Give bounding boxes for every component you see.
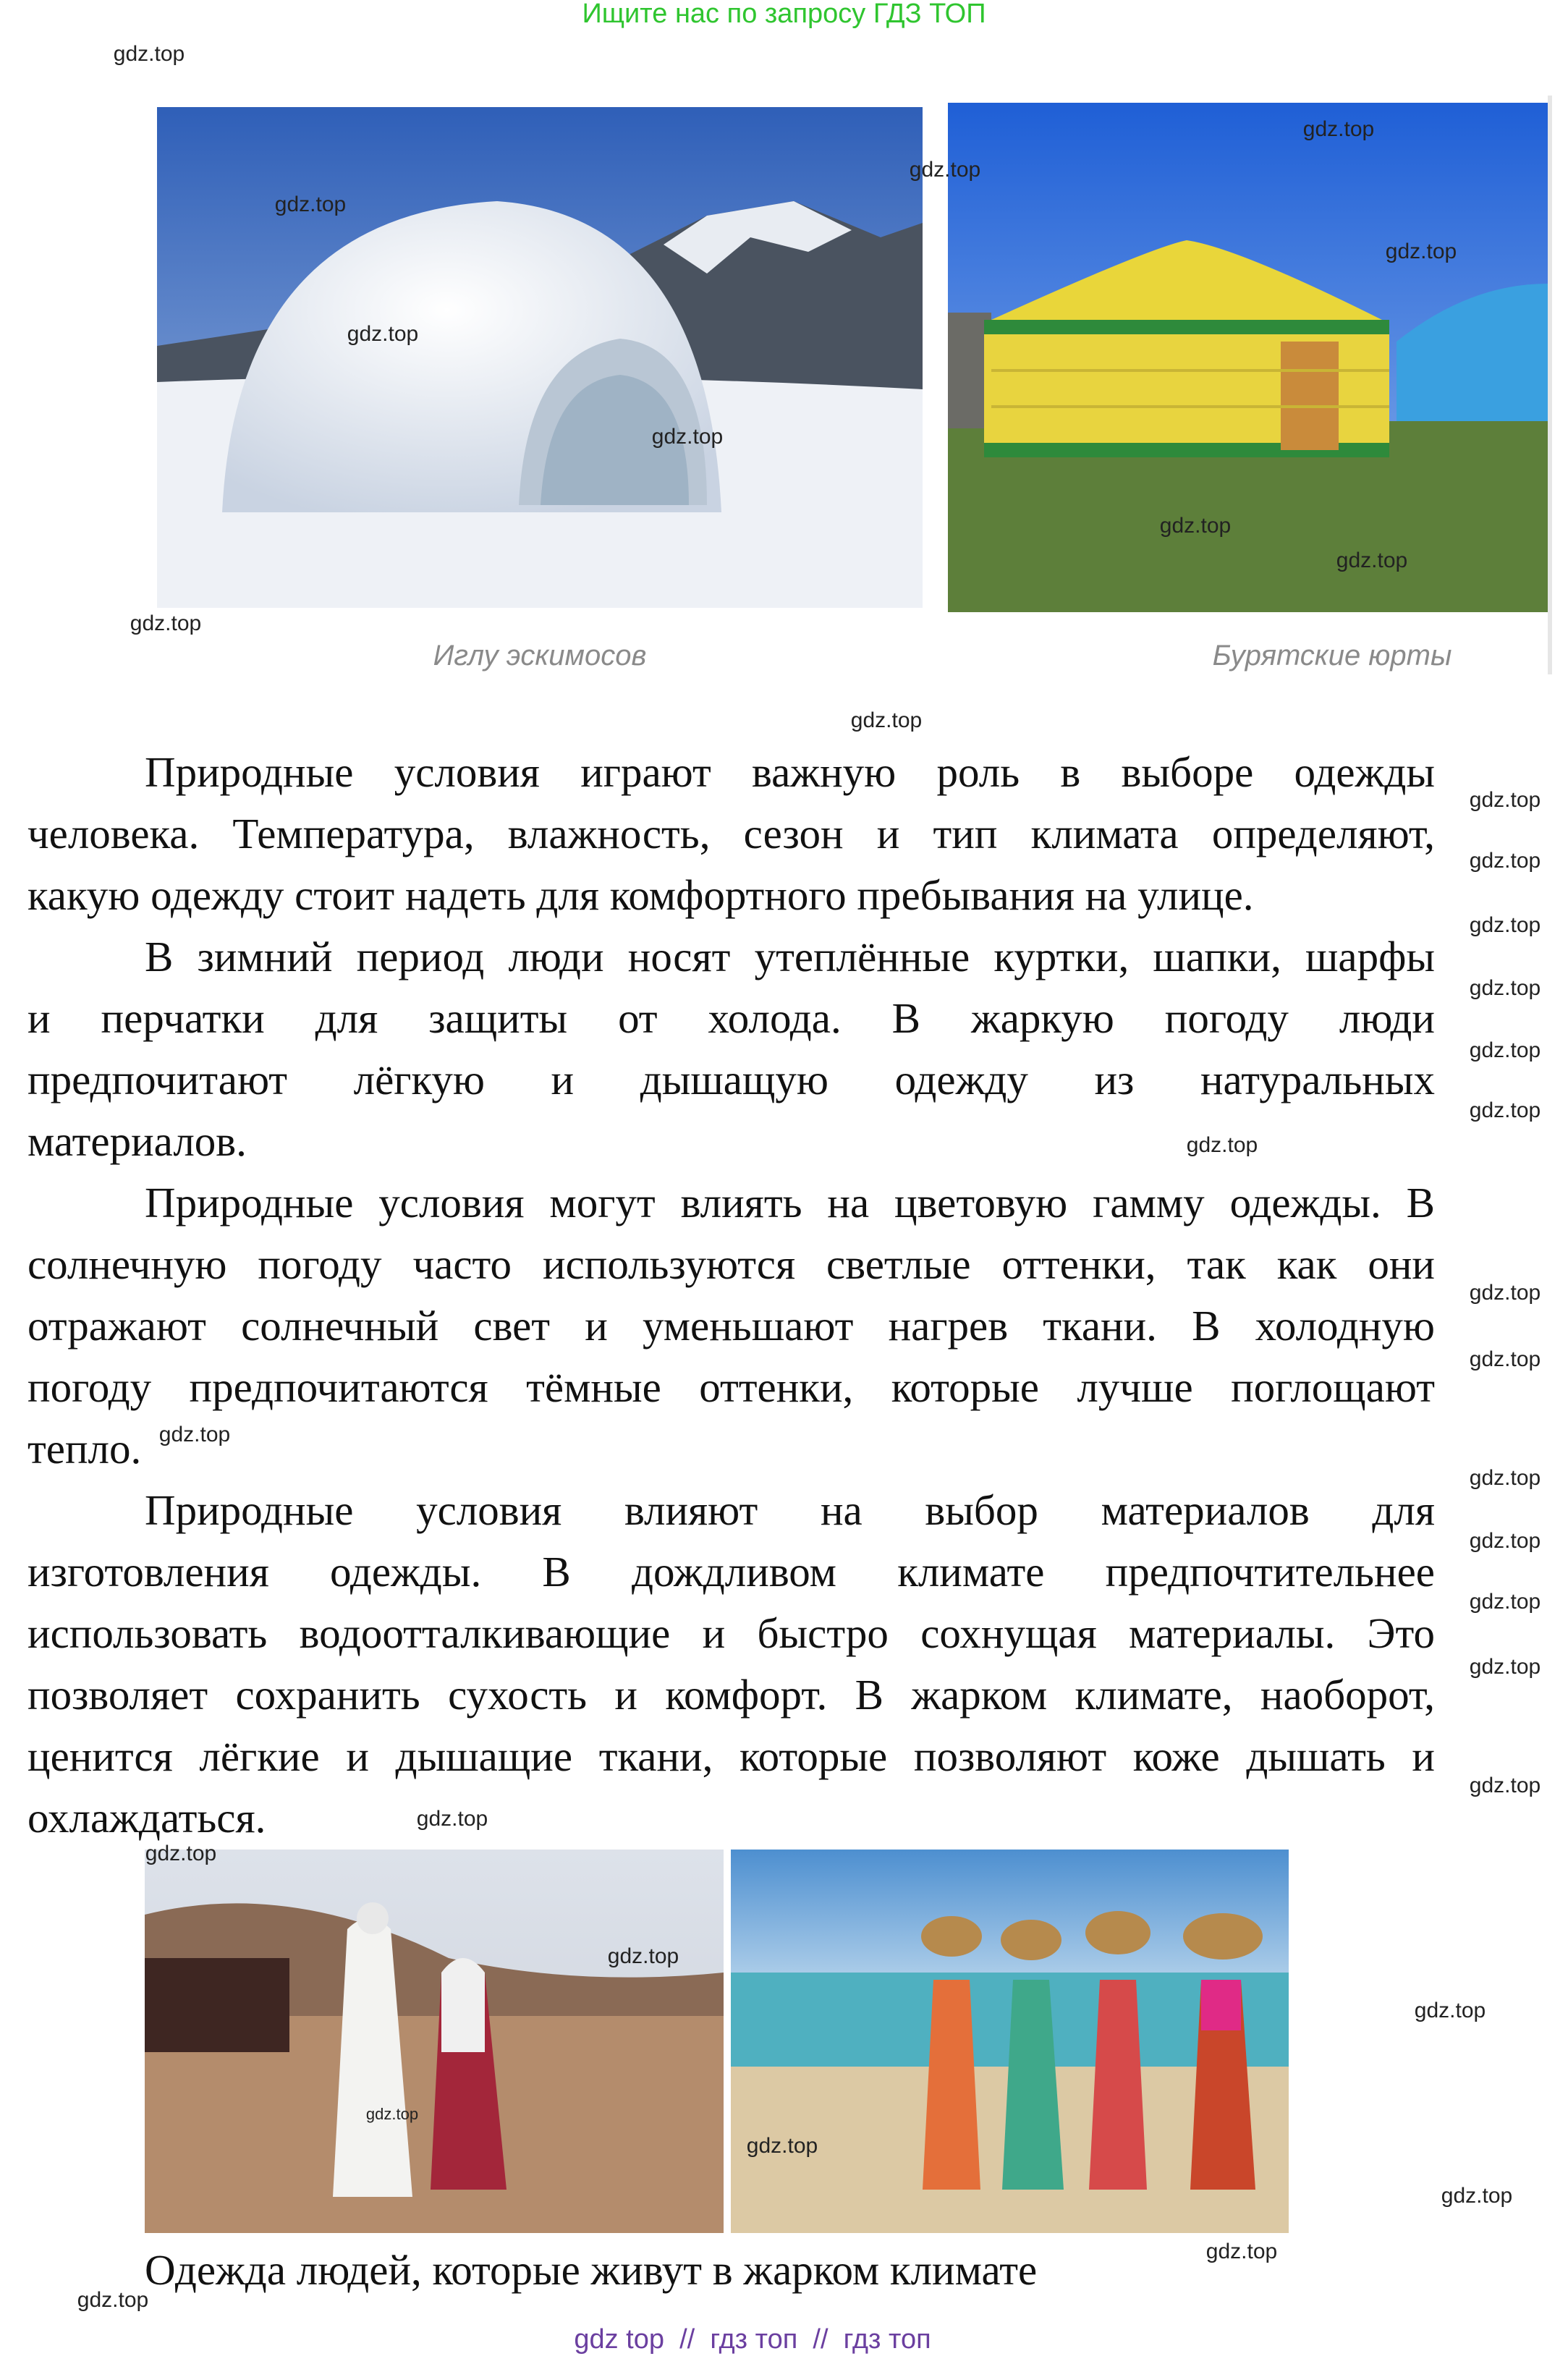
text-line: человека. Температура, влажность, сезон и тип климата определяют,	[27, 810, 1435, 857]
watermark: gdz.top	[1469, 1098, 1541, 1122]
text-line: и перчатки для защиты от холода. В жаркую погоду люди	[27, 994, 1435, 1042]
body-text	[27, 742, 1435, 1849]
watermark: gdz.top	[1414, 1999, 1486, 2022]
watermark: gdz.top	[1469, 1038, 1541, 1062]
watermark: gdz.top	[1469, 788, 1541, 812]
watermark: gdz.top	[1159, 514, 1232, 538]
text-line: Природные условия влияют на выбор материалов для	[145, 1486, 1435, 1534]
hot-climate-caption: Одежда людей, которые живут в жарком климате	[145, 2246, 1038, 2294]
igloo-caption: Иглу эскимосов	[433, 640, 647, 672]
watermark: gdz.top	[1469, 1655, 1541, 1679]
watermark: gdz.top	[850, 708, 923, 732]
watermark: gdz.top	[347, 322, 419, 346]
text-line: Природные условия играют важную роль в выборе одежды	[145, 748, 1435, 796]
text-line: Природные условия могут влиять на цветовую гамму одежды. В	[145, 1179, 1435, 1227]
beach-women-photo	[731, 1850, 1289, 2233]
watermark: gdz.top	[1469, 976, 1541, 1000]
watermark: gdz.top	[416, 1807, 488, 1831]
watermark: gdz.top	[77, 2288, 149, 2312]
yurt-caption: Бурятские юрты	[1212, 640, 1452, 672]
watermark: gdz.top	[746, 2134, 818, 2158]
footer-links[interactable]: gdz top // гдз топ // гдз топ	[574, 2324, 931, 2355]
watermark: gdz.top	[1302, 117, 1375, 141]
page-edge-divider	[1548, 96, 1552, 674]
watermark: gdz.top	[145, 1842, 217, 1865]
watermark: gdz.top	[1469, 1590, 1541, 1614]
watermark: gdz.top	[909, 158, 981, 182]
watermark: gdz.top	[158, 1423, 231, 1446]
paragraph-4	[27, 1480, 1435, 1849]
text-line: какую одежду стоит надеть для комфортного пребывания на улице.	[27, 871, 1254, 919]
paragraph-1	[27, 742, 1435, 926]
watermark: gdz.top	[365, 2105, 419, 2123]
watermark: gdz.top	[1385, 240, 1457, 263]
watermark: gdz.top	[1469, 849, 1541, 873]
search-banner: Ищите нас по запросу ГДЗ ТОП	[582, 0, 986, 29]
desert-people-photo	[145, 1850, 724, 2233]
text-line: предпочитают лёгкую и дышащую одежду из натуральных	[27, 1056, 1435, 1103]
watermark: gdz.top	[1205, 2240, 1278, 2263]
watermark: gdz.top	[1186, 1133, 1258, 1157]
watermark: gdz.top	[1469, 1347, 1541, 1371]
text-line: тепло.	[27, 1425, 142, 1473]
text-line: отражают солнечный свет и уменьшают нагрев ткани. В холодную	[27, 1302, 1435, 1350]
text-line: изготовления одежды. В дождливом климате предпочтительнее	[27, 1548, 1435, 1596]
watermark: gdz.top	[1469, 1281, 1541, 1305]
watermark: gdz.top	[1469, 1466, 1541, 1490]
text-line: солнечную погоду часто используются светлые оттенки, так как они	[27, 1240, 1435, 1288]
text-line: материалов.	[27, 1117, 247, 1165]
text-line: погоду предпочитаются тёмные оттенки, которые лучше поглощают	[27, 1363, 1435, 1411]
watermark: gdz.top	[1469, 1529, 1541, 1553]
watermark: gdz.top	[1469, 1774, 1541, 1797]
watermark: gdz.top	[113, 42, 185, 66]
text-line: В зимний период люди носят утеплённые куртки, шапки, шарфы	[145, 933, 1435, 980]
text-line: использовать водоотталкивающие и быстро сохнущая материалы. Это	[27, 1609, 1435, 1657]
watermark: gdz.top	[274, 192, 347, 216]
watermark: gdz.top	[1336, 548, 1408, 572]
text-line: позволяет сохранить сухость и комфорт. В жарком климате, наоборот,	[27, 1671, 1435, 1719]
paragraph-3	[27, 1172, 1435, 1480]
yurt-photo	[948, 103, 1548, 612]
igloo-photo	[157, 107, 923, 608]
watermark: gdz.top	[1469, 913, 1541, 937]
watermark: gdz.top	[1441, 2184, 1513, 2208]
watermark: gdz.top	[651, 425, 724, 449]
text-line: ценится лёгкие и дышащие ткани, которые позволяют коже дышать и	[27, 1732, 1435, 1780]
watermark: gdz.top	[130, 611, 202, 635]
text-line: охлаждаться.	[27, 1794, 266, 1842]
watermark: gdz.top	[607, 1944, 679, 1968]
